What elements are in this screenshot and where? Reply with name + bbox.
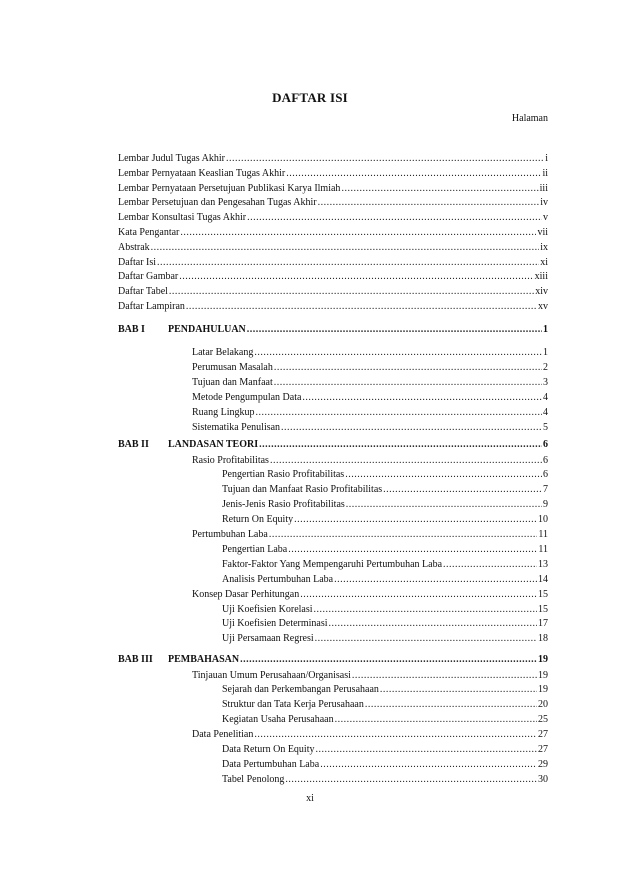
toc-section-label: Tujuan dan Manfaat	[192, 376, 273, 388]
toc-subsection-page: 15	[538, 603, 548, 615]
toc-subsection-page: 13	[538, 558, 548, 570]
leader-dots	[270, 455, 542, 467]
toc-section[interactable]	[192, 375, 548, 389]
leader-dots	[315, 633, 537, 645]
toc-front-item-label: Kata Pengantar	[118, 227, 180, 238]
toc-subsection-page: 10	[538, 514, 548, 526]
toc-subsection-page: 27	[538, 744, 548, 755]
toc-subsection-label: Tabel Penolong	[222, 773, 285, 785]
toc-front-item[interactable]	[118, 181, 548, 195]
toc-subsection-page: 29	[538, 758, 548, 770]
leader-dots	[274, 362, 542, 374]
toc-section-page: 3	[543, 376, 548, 388]
toc-front-item-label: Abstrak	[118, 241, 150, 253]
toc-front-item[interactable]	[118, 255, 548, 269]
toc-section[interactable]	[192, 453, 548, 467]
leader-dots	[300, 589, 537, 601]
leader-dots	[169, 286, 534, 298]
leader-dots	[318, 197, 540, 209]
leader-dots	[341, 183, 538, 195]
toc-section[interactable]	[192, 587, 548, 601]
leader-dots	[254, 347, 542, 359]
toc-front-item-page: vii	[537, 227, 548, 238]
leader-dots	[286, 168, 541, 180]
leader-dots	[151, 242, 540, 254]
leader-dots	[365, 699, 537, 711]
toc-section-page: 6	[543, 454, 548, 466]
toc-section[interactable]	[192, 668, 548, 682]
toc-subsection[interactable]	[222, 631, 548, 645]
toc-subsection[interactable]	[222, 757, 548, 771]
toc-subsection-label: Tujuan dan Manfaat Rasio Profitabilitas	[222, 484, 383, 496]
leader-dots	[288, 544, 537, 556]
leader-dots	[345, 469, 542, 481]
toc-subsection-page: 11	[538, 543, 548, 555]
toc-subsection[interactable]	[222, 712, 548, 726]
toc-section-page: 4	[543, 391, 548, 403]
toc-front-item-page: xv	[538, 301, 548, 312]
toc-front-item[interactable]	[118, 284, 548, 298]
toc-front-item-label: Lembar Konsultasi Tugas Akhir	[118, 212, 247, 224]
toc-subsection-label: Return On Equity	[222, 514, 294, 526]
toc-front-item[interactable]	[118, 210, 548, 224]
toc-subsection-label: Faktor-Faktor Yang Mempengaruhi Pertumbuhan Laba	[222, 558, 443, 570]
toc-subsection[interactable]	[222, 572, 548, 586]
leader-dots	[320, 759, 537, 771]
leader-dots	[256, 407, 543, 419]
toc-section-label: Rasio Profitabilitas	[192, 454, 269, 466]
toc-section[interactable]	[192, 360, 548, 374]
leader-dots	[226, 153, 544, 165]
toc-front-item-label: Lembar Persetujuan dan Pengesahan Tugas Akhir	[118, 197, 317, 209]
toc-section-page: 11	[538, 529, 548, 540]
leader-dots	[274, 377, 542, 389]
chapter-number: BAB III	[118, 654, 153, 665]
toc-front-item-page: v	[543, 212, 548, 224]
toc-subsection[interactable]	[222, 542, 548, 556]
toc-subsection-page: 19	[538, 684, 548, 696]
toc-subsection-label: Uji Koefisien Korelasi	[222, 603, 313, 615]
toc-subsection-page: 25	[538, 714, 548, 726]
toc-front-item-page: ii	[542, 167, 548, 179]
leader-dots	[383, 484, 542, 496]
toc-subsection[interactable]	[222, 772, 548, 786]
toc-section-page: 15	[538, 588, 548, 600]
toc-section-label: Latar Belakang	[192, 347, 254, 358]
leader-dots	[352, 670, 537, 682]
toc-section-label: Tinjauan Umum Perusahaan/Organisasi	[192, 669, 351, 681]
toc-front-item-page: xiii	[534, 271, 548, 283]
page-title: DAFTAR ISI	[272, 90, 348, 105]
toc-subsection[interactable]	[222, 467, 548, 481]
chapter-number: BAB II	[118, 439, 149, 450]
toc-subsection[interactable]	[222, 682, 548, 696]
leader-dots	[285, 774, 537, 786]
toc-front-item[interactable]	[118, 166, 548, 180]
toc-chapter-label: BAB I PENDAHULUAN	[118, 324, 246, 335]
toc-subsection-page: 9	[543, 499, 548, 511]
toc-section-label: Sistematika Penulisan	[192, 421, 281, 433]
toc-chapter-page: 1	[543, 324, 548, 335]
toc-subsection-label: Sejarah dan Perkembangan Perusahaan	[222, 684, 379, 696]
toc-front-item-label: Daftar Isi	[118, 256, 157, 268]
toc-section-page: 19	[538, 669, 548, 681]
leader-dots	[335, 714, 537, 726]
toc-section-label: Pertumbuhan Laba	[192, 529, 268, 540]
toc-front-item[interactable]	[118, 269, 548, 283]
toc-section-label: Konsep Dasar Perhitungan	[192, 588, 300, 600]
toc-front-item-label: Daftar Gambar	[118, 271, 179, 283]
leader-dots	[180, 227, 536, 239]
leader-dots	[157, 257, 539, 269]
leader-dots	[247, 324, 542, 336]
toc-front-item[interactable]	[118, 225, 548, 239]
toc-front-item-page: ix	[540, 241, 548, 253]
toc-section-page: 2	[543, 361, 548, 373]
toc-chapter[interactable]	[118, 437, 548, 451]
footer-page-number: xi	[306, 793, 314, 804]
leader-dots	[380, 684, 537, 696]
toc-section-page: 1	[543, 347, 548, 358]
toc-chapter-page: 6	[543, 439, 548, 450]
toc-chapter-page: 19	[538, 654, 548, 665]
leader-dots	[294, 514, 537, 526]
toc-section[interactable]	[192, 405, 548, 419]
toc-section-page: 5	[543, 421, 548, 433]
toc-section[interactable]	[192, 727, 548, 741]
toc-section[interactable]	[192, 527, 548, 541]
toc-subsection-label: Jenis-Jenis Rasio Profitabilitas	[222, 499, 345, 511]
leader-dots	[334, 574, 537, 586]
leader-dots	[254, 729, 537, 741]
toc-section-label: Ruang Lingkup	[192, 406, 255, 418]
toc-chapter-label: BAB II LANDASAN TEORI	[118, 439, 259, 450]
halaman-label: Halaman	[511, 113, 548, 124]
toc-subsection-label: Uji Persamaan Regresi	[222, 633, 314, 645]
toc-subsection-label: Data Pertumbuhan Laba	[222, 758, 320, 770]
toc-subsection[interactable]	[222, 602, 548, 616]
toc-section-page: 27	[538, 729, 548, 741]
toc-subsection[interactable]	[222, 697, 548, 711]
toc-subsection-label: Pengertian Rasio Profitabilitas	[222, 469, 345, 481]
toc-front-item[interactable]	[118, 151, 548, 165]
toc-subsection-label: Pengertian Laba	[222, 543, 288, 555]
toc-subsection-page: 17	[538, 618, 548, 630]
leader-dots	[329, 618, 537, 630]
toc-section-page: 4	[543, 406, 548, 418]
toc-subsection-label: Uji Koefisien Determinasi	[222, 618, 328, 630]
toc-front-item[interactable]	[118, 299, 548, 313]
toc-front-item-label: Daftar Lampiran	[118, 301, 185, 312]
toc-subsection[interactable]	[222, 742, 548, 756]
toc-subsection[interactable]	[222, 557, 548, 571]
toc-subsection-label: Analisis Pertumbuhan Laba	[222, 573, 334, 585]
toc-subsection-page: 6	[543, 469, 548, 481]
leader-dots	[247, 212, 542, 224]
toc-subsection[interactable]	[222, 616, 548, 630]
leader-dots	[314, 604, 537, 616]
toc-subsection-page: 18	[538, 633, 548, 645]
toc-subsection[interactable]	[222, 512, 548, 526]
toc-subsection-page: 20	[538, 699, 548, 711]
leader-dots	[259, 439, 542, 451]
leader-dots	[281, 422, 542, 434]
leader-dots	[240, 654, 537, 666]
toc-subsection-label: Kegiatan Usaha Perusahaan	[222, 714, 334, 726]
toc-front-item-page: xiv	[535, 286, 548, 298]
leader-dots	[179, 271, 533, 283]
toc-section[interactable]	[192, 390, 548, 404]
toc-front-item-label: Lembar Judul Tugas Akhir	[118, 153, 225, 164]
toc-front-item-label: Lembar Pernyataan Persetujuan Publikasi Karya Ilmiah	[118, 182, 341, 194]
leader-dots	[346, 499, 542, 511]
toc-subsection[interactable]	[222, 482, 548, 496]
toc-section-label: Metode Pengumpulan Data	[192, 391, 302, 403]
toc-subsection-label: Struktur dan Tata Kerja Perusahaan	[222, 699, 364, 711]
toc-subsection-label: Data Return On Equity	[222, 744, 315, 755]
toc-subsection[interactable]	[222, 497, 548, 511]
toc-chapter-label: BAB III PEMBAHASAN	[118, 654, 240, 665]
toc-front-item-page: xi	[540, 256, 548, 268]
leader-dots	[443, 559, 537, 571]
toc-front-item[interactable]	[118, 195, 548, 209]
toc-subsection-page: 7	[543, 484, 548, 496]
toc-front-item-label: Daftar Tabel	[118, 286, 168, 298]
chapter-number: BAB I	[118, 324, 145, 335]
toc-subsection-page: 30	[538, 773, 548, 785]
toc-section[interactable]	[192, 420, 548, 434]
toc-chapter[interactable]	[118, 322, 548, 336]
toc-section-label: Data Penelitian	[192, 729, 254, 741]
toc-section-label: Perumusan Masalah	[192, 361, 273, 373]
leader-dots	[302, 392, 542, 404]
toc-front-item-page: i	[545, 153, 548, 164]
leader-dots	[269, 529, 538, 541]
toc-section[interactable]	[192, 345, 548, 359]
toc-front-item-label: Lembar Pernyataan Keaslian Tugas Akhir	[118, 167, 286, 179]
toc-front-item-page: iii	[539, 182, 548, 194]
leader-dots	[315, 744, 537, 756]
toc-front-item[interactable]	[118, 240, 548, 254]
toc-chapter[interactable]	[118, 652, 548, 666]
leader-dots	[186, 301, 537, 313]
toc-subsection-page: 14	[538, 573, 548, 585]
toc-front-item-page: iv	[540, 197, 548, 209]
